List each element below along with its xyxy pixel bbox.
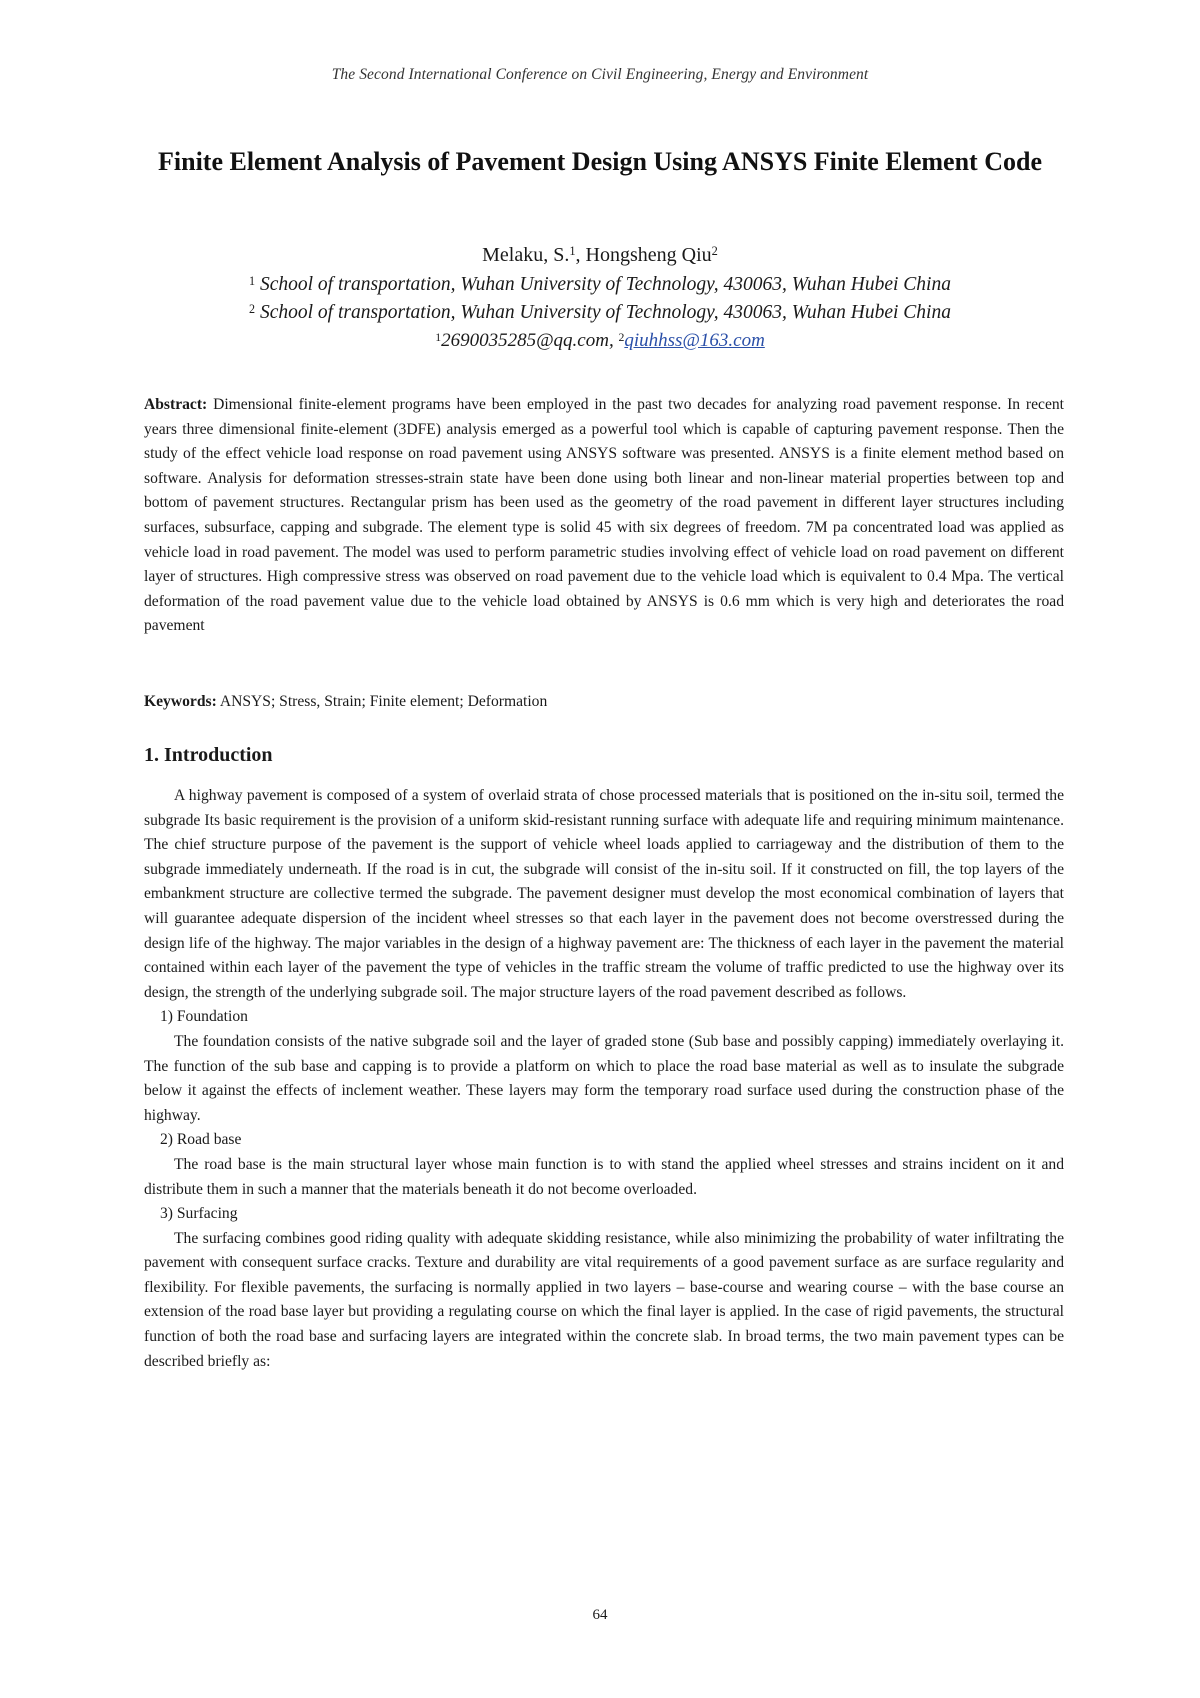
paragraph: The foundation consists of the native subgrade soil and the layer of graded stone (Sub base and possibly capping) immediately overlaying it. The function of the sub base and capping is to provide a platform on which to place the road base material as well as to insulate the subgrade below it against the effects of inclement weather. These layers may form the temporary road surface used during the construction phase of the highway.: [144, 1032, 1064, 1124]
paper-title: Finite Element Analysis of Pavement Design Using ANSYS Finite Element Code: [158, 147, 1042, 176]
section-heading: 1. Introduction: [144, 744, 273, 766]
email-link[interactable]: qiuhhss@163.com: [624, 330, 765, 351]
keywords: [144, 690, 1064, 714]
email-separator: ,: [608, 330, 619, 351]
email-marker: 2: [618, 330, 625, 344]
running-header: The Second International Conference on Civil Engineering, Energy and Environment: [331, 66, 869, 83]
keywords-label: Keywords:: [144, 693, 217, 710]
abstract: [144, 393, 1064, 639]
affiliation: [0, 301, 1200, 325]
author-name: Hongsheng Qiu: [585, 244, 712, 266]
subsection-heading: 3) Surfacing: [160, 1205, 238, 1223]
page-number: 64: [592, 1607, 608, 1623]
author-separator: ,: [575, 244, 586, 266]
author-affil-marker: 2: [711, 244, 718, 259]
email-marker: 1: [435, 330, 442, 344]
paragraph: A highway pavement is composed of a system of overlaid strata of chose processed materials that is positioned on the in-situ soil, termed the subgrade Its basic requirement is the provision of a uniform skid-resistant running surface with adequate life and requiring minimum maintenance. The chief structure purpose of the pavement is the support of vehicle wheel loads applied to carriageway and the distribution of them to the subgrade immediately underneath. If the road is in cut, the subgrade will consist of the in-situ soil. If it constructed on fill, the top layers of the embankment structure are collective termed the subgrade. The pavement designer must develop the most economical combination of layers that will guarantee adequate dispersion of the incident wheel stresses so that each layer in the pavement does not become overstressed during the design life of the highway. The major variables in the design of a highway pavement are: The thickness of each layer in the pavement the material contained within each layer of the pavement the type of vehicles in the traffic stream the volume of traffic predicted to use the highway over its design, the strength of the underlying subgrade soil. The major structure layers of the road pavement described as follows.: [144, 787, 1064, 1001]
email-address: 2690035285@qq.com: [441, 330, 609, 351]
keywords-text: ANSYS; Stress, Strain; Finite element; Deformation: [219, 693, 548, 710]
affiliation-text: School of transportation, Wuhan University of Technology, 430063, Wuhan Hubei China: [259, 274, 951, 295]
email-line: [0, 329, 1200, 353]
author-name: Melaku, S.: [482, 244, 570, 266]
subsection-heading: 1) Foundation: [160, 1008, 248, 1026]
introduction-body: [144, 784, 1064, 1374]
abstract-label: Abstract:: [144, 396, 208, 413]
affiliation-marker: 2: [249, 301, 256, 316]
author-line: [0, 243, 1200, 267]
paragraph: The road base is the main structural layer whose main function is to with stand the applied wheel stresses and strains incident on it and distribute them in such a manner that the materials beneath it do not become overloaded.: [144, 1155, 1064, 1198]
affiliation: [0, 273, 1200, 297]
paragraph: The surfacing combines good riding quality with adequate skidding resistance, while also minimizing the probability of water infiltrating the pavement with consequent surface cracks. Texture and durability are vital requirements of a good pavement surface as are surface regularity and flexibility. For flexible pavements, the surfacing is normally applied in two layers – base-course and wearing course – with the base course an extension of the road base layer but providing a regulating course on which the final layer is applied. In the case of rigid pavements, the structural function of both the road base and surfacing layers are integrated within the concrete slab. In broad terms, the two main pavement types can be described briefly as:: [144, 1229, 1064, 1370]
affiliation-text: School of transportation, Wuhan University of Technology, 430063, Wuhan Hubei China: [259, 302, 951, 323]
author-affil-marker: 1: [569, 244, 576, 259]
subsection-heading: 2) Road base: [160, 1131, 242, 1149]
affiliation-marker: 1: [249, 273, 256, 288]
abstract-text: Dimensional finite-element programs have been employed in the past two decades for analyzing road pavement response. In recent years three dimensional finite-element (3DFE) analysis emerged as a powerful tool which is capable of capturing pavement response. Then the study of the effect vehicle load response on road pavement using ANSYS software was presented. ANSYS is a finite element method based on software. Analysis for deformation stresses-strain state have been done using both linear and non-linear material properties between top and bottom of pavement structures. Rectangular prism has been used as the geometry of the road pavement in different layer structures including surfaces, subsurface, capping and subgrade. The element type is solid 45 with six degrees of freedom. 7M pa concentrated load was applied as vehicle load in road pavement. The model was used to perform parametric studies involving effect of vehicle load on road pavement on different layer of structures. High compressive stress was observed on road pavement due to the vehicle load which is equivalent to 0.4 Mpa. The vertical deformation of the road pavement value due to the vehicle load obtained by ANSYS is 0.6 mm which is very high and deteriorates the road pavement: [144, 396, 1065, 635]
